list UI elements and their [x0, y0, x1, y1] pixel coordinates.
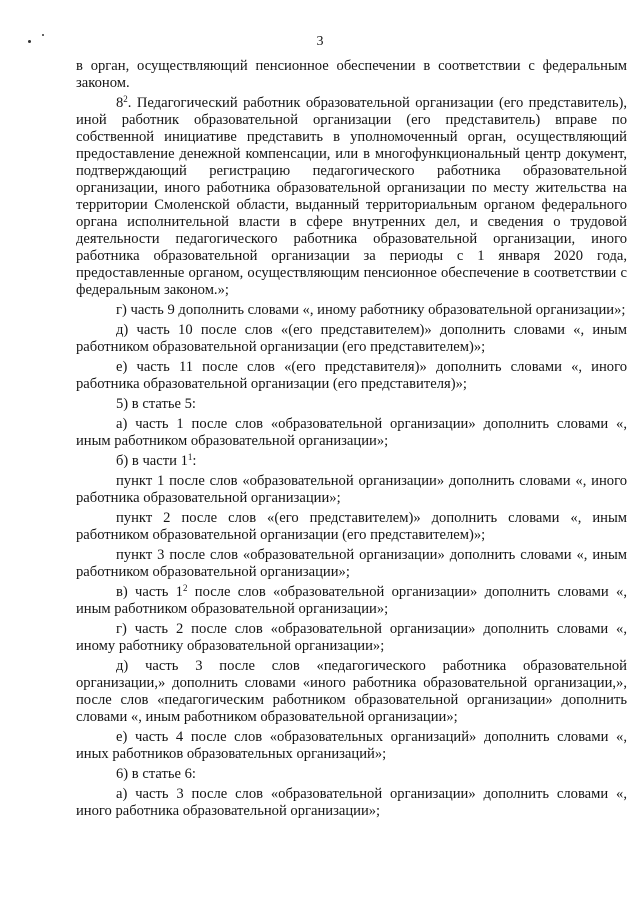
paragraph-text: пункт 3 после слов «образовательной организации» дополнить словами «, иным работником образовательной организации»; [76, 547, 627, 580]
paragraph [76, 58, 627, 92]
superscript: 1 [187, 452, 193, 462]
paragraph-text: пункт 1 после слов «образовательной организации» дополнить словами «, иного работника образовательной организации»; [76, 473, 627, 506]
paragraph [76, 584, 627, 618]
paragraph [76, 786, 627, 820]
paragraph-text: . Педагогический работник образовательной организации (его представитель), иной работник образовательной организации (его представитель) вправе по собственной инициативе представить в уполномоченный орган, осуществляющий предоставление денежной компенсации, или в многофункциональный центр документ, подтверждающий регистрацию педагогического работника образовательной организации, иного работника образовательной организации по месту жительства на территории Смоленской области, выданный территориальным органом федерального органа исполнительной власти в сфере внутренних дел, и сведения о трудовой деятельности педагогического работника образовательной организации, иного работника образовательной организации за периоды с 1 января 2020 года, предоставленные органом, осуществляющим пенсионное обеспечение в соответствии с федеральным законом.»; [76, 95, 627, 298]
paragraph-text: а) часть 3 после слов «образовательной организации» дополнить словами «, иного работника образовательной организации»; [76, 786, 627, 819]
paragraph-text: е) часть 11 после слов «(его представителя)» дополнить словами «, иного работника образовательной организации (его представителя)»; [76, 359, 627, 392]
paragraph-text: д) часть 10 после слов «(его представителем)» дополнить словами «, иным работником образовательной организации (его представителем)»; [76, 322, 627, 355]
scan-speck [42, 34, 44, 36]
paragraph [76, 510, 627, 544]
paragraph-text: 5) в статье 5: [116, 396, 196, 412]
paragraph [76, 729, 627, 763]
page-number: 3 [316, 34, 324, 49]
paragraph-text: д) часть 3 после слов «педагогического работника образовательной организации,» дополнить словами «иного работника образовательной организации,», после слов «педагогическим работником образовательной организации» дополнить словами «, иным работником образовательной организации»; [76, 658, 627, 725]
paragraph [76, 453, 627, 470]
paragraph [76, 322, 627, 356]
paragraph-text: после слов «образовательной организации» дополнить словами «, иным работником образовательной организации»; [76, 584, 627, 617]
paragraph-text: в) часть 1 [116, 584, 183, 600]
paragraph-text: г) часть 2 после слов «образовательной организации» дополнить словами «, иному работнику образовательной организации»; [76, 621, 627, 654]
document-body [76, 58, 627, 820]
paragraph-text: а) часть 1 после слов «образовательной организации» дополнить словами «, иным работником образовательной организации»; [76, 416, 627, 449]
paragraph-text: пункт 2 после слов «(его представителем)» дополнить словами «, иным работником образовательной организации (его представителем)»; [76, 510, 627, 543]
paragraph-text: г) часть 9 дополнить словами «, иному работнику образовательной организации»; [116, 302, 626, 318]
paragraph [76, 658, 627, 726]
paragraph-text: 8 [116, 95, 124, 111]
paragraph [76, 766, 627, 783]
paragraph-text: б) в части 1 [116, 453, 188, 469]
paragraph-text: : [192, 453, 197, 469]
paragraph [76, 302, 627, 319]
paragraph [76, 416, 627, 450]
paragraph [76, 547, 627, 581]
paragraph-text: е) часть 4 после слов «образовательных организаций» дополнить словами «, иных работников образовательных организаций»; [76, 729, 627, 762]
paragraph [76, 396, 627, 413]
paragraph-text: в орган, осуществляющий пенсионное обеспечении в соответствии с федеральным законом. [76, 58, 627, 91]
scan-speck [28, 40, 31, 43]
paragraph [76, 621, 627, 655]
paragraph [76, 95, 627, 299]
paragraph [76, 359, 627, 393]
superscript: 2 [123, 94, 128, 104]
superscript: 2 [182, 583, 188, 593]
paragraph-text: 6) в статье 6: [116, 766, 196, 782]
paragraph [76, 473, 627, 507]
